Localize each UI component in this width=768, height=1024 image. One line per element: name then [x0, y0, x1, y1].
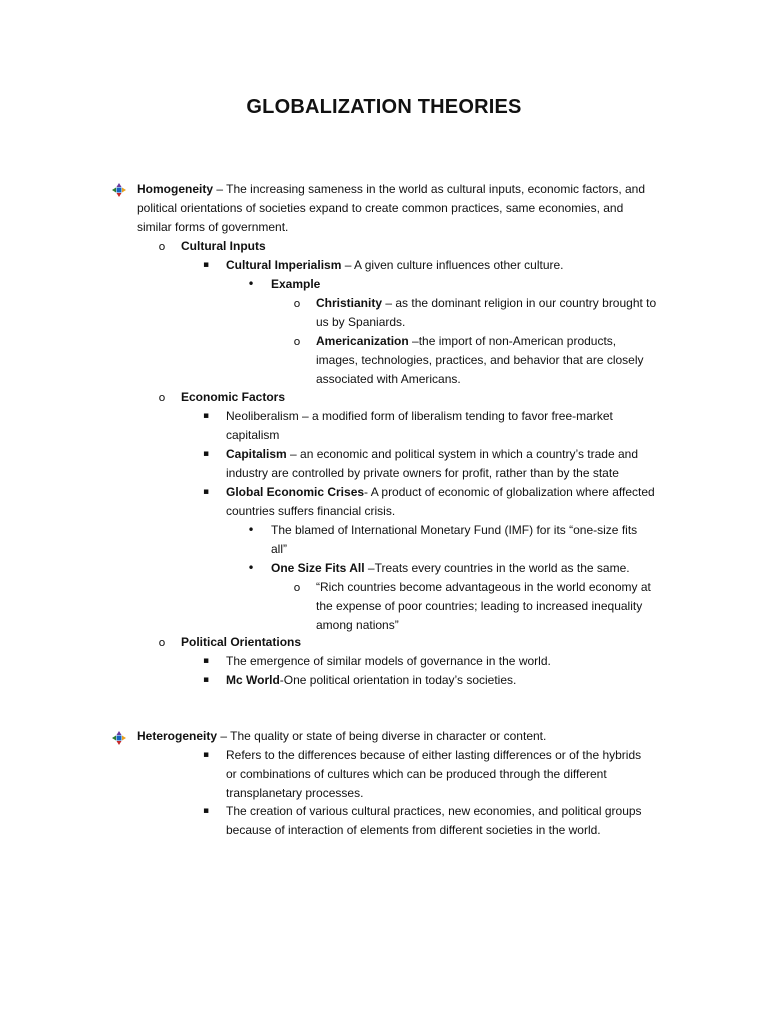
governance-item: The emergence of similar models of governance in the world. — [226, 654, 551, 668]
homogeneity-term: Homogeneity — [137, 182, 214, 196]
dot-bullet: • — [247, 561, 255, 575]
christianity-term: Christianity — [316, 296, 383, 310]
capitalism-line-2: industry are controlled by private owners for profit, rather than by the state — [226, 466, 619, 480]
cultural-inputs-heading — [181, 237, 266, 256]
four-way-arrow-bullet-icon — [112, 183, 126, 197]
economic-crises-text: - A product of economic of globalization where affected — [364, 485, 655, 499]
cultural-imperialism-text: – A given culture influences other culture. — [341, 258, 564, 272]
neoliberalism-line-2: capitalism — [226, 428, 280, 442]
square-bullet: ▪ — [202, 675, 210, 685]
homogeneity-line-3: similar forms of government. — [137, 220, 289, 234]
one-size-fits-all-term: One Size Fits All — [271, 561, 365, 575]
circle-bullet: o — [158, 636, 166, 649]
mc-world-text: -One political orientation in today’s societies. — [279, 673, 517, 687]
americanization-line-1 — [316, 332, 616, 351]
quote-line-2: the expense of poor countries; leading to increased inequality — [316, 599, 643, 613]
economic-crises-line-2: countries suffers financial crisis. — [226, 504, 396, 518]
capitalism-term: Capitalism — [226, 447, 287, 461]
mc-world-term: Mc World — [226, 673, 280, 687]
differences-line-2: or combinations of cultures which can be produced through the different — [226, 767, 607, 781]
square-bullet: ▪ — [202, 487, 210, 497]
economic-crises-term: Global Economic Crises — [226, 485, 365, 499]
dot-bullet: • — [247, 277, 255, 291]
homogeneity-definition: – The increasing sameness in the world as cultural inputs, economic factors, and — [213, 182, 646, 196]
americanization-term: Americanization — [316, 334, 409, 348]
heterogeneity-term: Heterogeneity — [137, 729, 218, 743]
mc-world-item — [226, 671, 516, 690]
cultural-imperialism-term: Cultural Imperialism — [226, 258, 342, 272]
creation-line-1: The creation of various cultural practices, new economies, and political groups — [226, 804, 642, 818]
economic-factors-heading — [181, 388, 285, 407]
economic-factors-label: Economic Factors — [181, 390, 286, 404]
quote-line-3: among nations” — [316, 618, 399, 632]
page-title: GLOBALIZATION THEORIES — [246, 96, 522, 118]
example-heading — [271, 275, 320, 294]
square-bullet: ▪ — [202, 750, 210, 760]
capitalism-text: – an economic and political system in which a country’s trade and — [286, 447, 638, 461]
one-size-fits-all-item — [271, 559, 630, 578]
circle-bullet: o — [293, 581, 301, 594]
imf-line-2: all” — [271, 542, 288, 556]
christianity-text: – as the dominant religion in our country brought to — [382, 296, 657, 310]
square-bullet: ▪ — [202, 411, 210, 421]
christianity-line-1 — [316, 294, 656, 313]
circle-bullet: o — [293, 297, 301, 310]
cultural-imperialism-item — [226, 256, 564, 275]
four-way-arrow-bullet-icon — [112, 731, 126, 745]
political-orientations-label: Political Orientations — [181, 635, 302, 649]
heterogeneity-line — [137, 727, 546, 746]
political-orientations-heading — [181, 633, 301, 652]
circle-bullet: o — [158, 240, 166, 253]
example-label: Example — [271, 277, 321, 291]
creation-line-2: because of interaction of elements from different societies in the world. — [226, 823, 601, 837]
imf-line-1: The blamed of International Monetary Fund (IMF) for its “one-size fits — [271, 523, 638, 537]
americanization-line-3: associated with Americans. — [316, 372, 461, 386]
circle-bullet: o — [158, 391, 166, 404]
heterogeneity-definition: – The quality or state of being diverse in character or content. — [217, 729, 547, 743]
square-bullet: ▪ — [202, 449, 210, 459]
homogeneity-line-1 — [137, 180, 645, 199]
square-bullet: ▪ — [202, 656, 210, 666]
square-bullet: ▪ — [202, 806, 210, 816]
economic-crises-line-1 — [226, 483, 655, 502]
circle-bullet: o — [293, 335, 301, 348]
homogeneity-line-2: political orientations of societies expand to create common practices, same economies, and — [137, 201, 624, 215]
quote-line-1: “Rich countries become advantageous in the world economy at — [316, 580, 651, 594]
americanization-text: –the import of non-American products, — [408, 334, 617, 348]
differences-line-3: transplanetary processes. — [226, 786, 364, 800]
cultural-inputs-label: Cultural Inputs — [181, 239, 266, 253]
capitalism-line-1 — [226, 445, 638, 464]
one-size-fits-all-text: –Treats every countries in the world as the same. — [364, 561, 630, 575]
square-bullet: ▪ — [202, 260, 210, 270]
dot-bullet: • — [247, 523, 255, 537]
americanization-line-2: images, technologies, practices, and behavior that are closely — [316, 353, 644, 367]
christianity-line-2: us by Spaniards. — [316, 315, 406, 329]
differences-line-1: Refers to the differences because of either lasting differences or of the hybrids — [226, 748, 642, 762]
neoliberalism-line-1: Neoliberalism – a modified form of liberalism tending to favor free-market — [226, 409, 613, 423]
